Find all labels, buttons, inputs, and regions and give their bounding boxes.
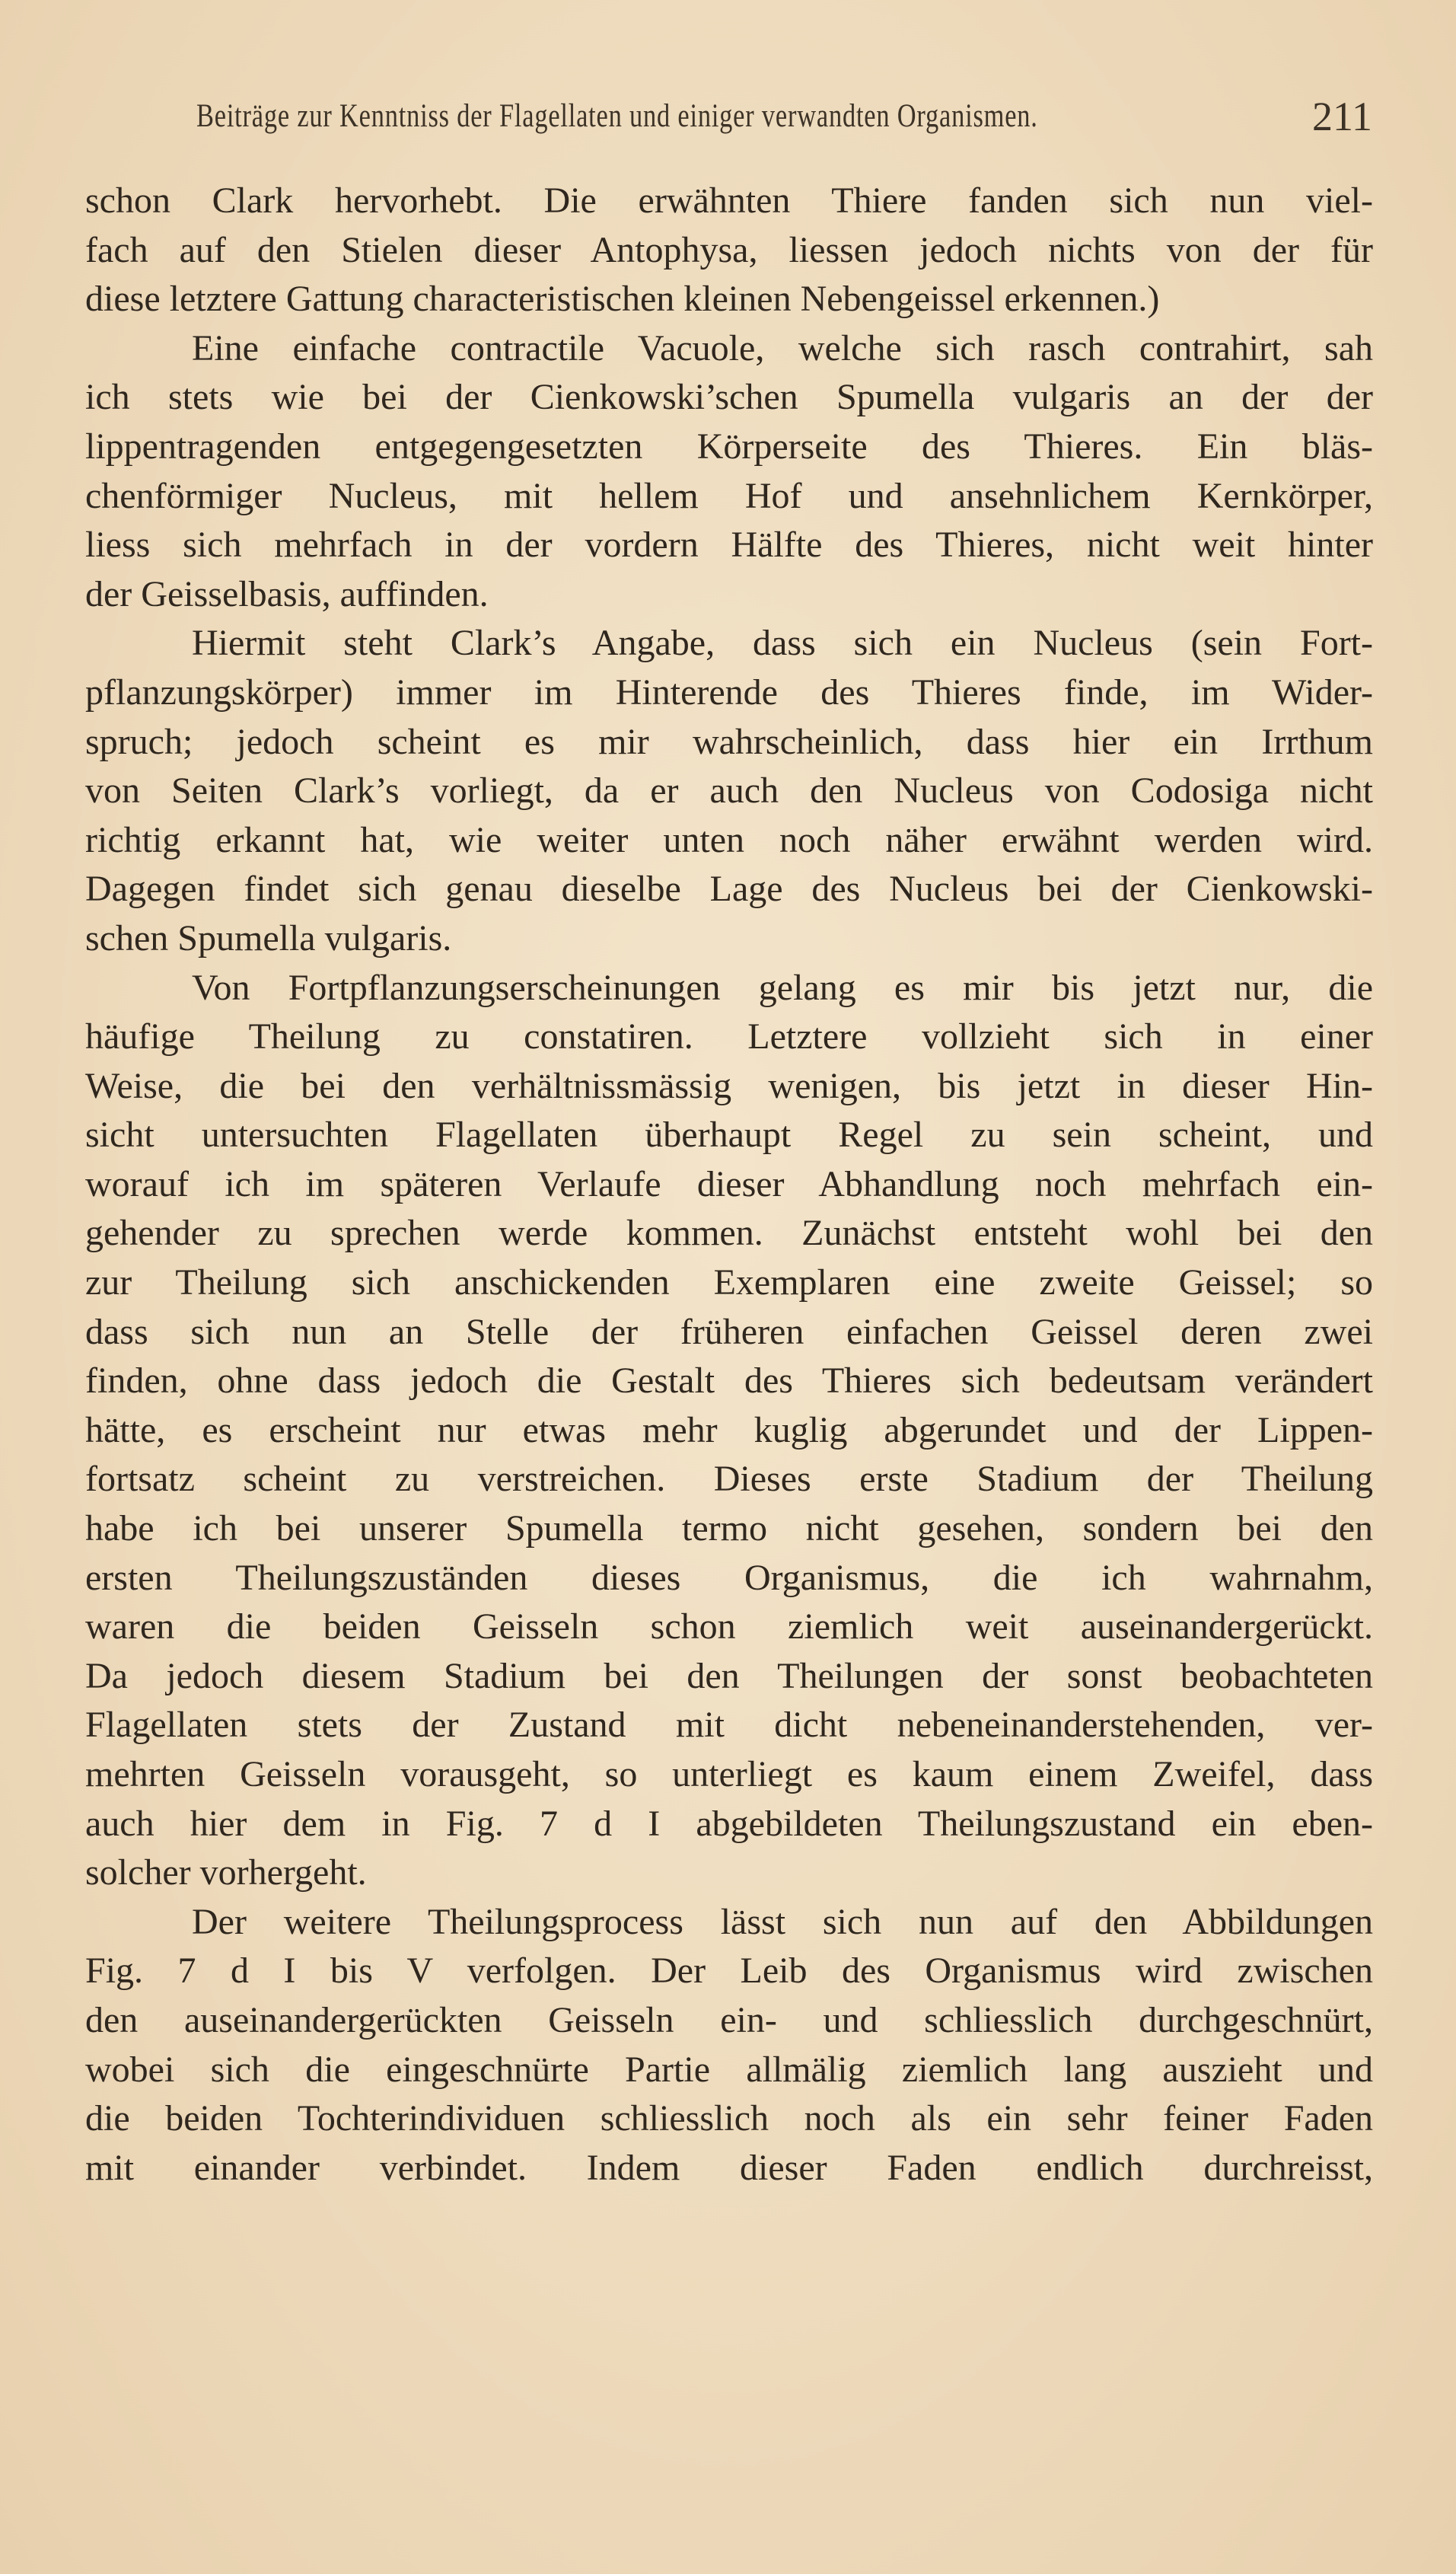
- text-line: diese letztere Gattung characteristischen kleinen Nebengeissel erkennen.): [85, 279, 1160, 320]
- text-line: fortsatz scheint zu verstreichen. Dieses erste Stadium der Theilung: [85, 1459, 1373, 1500]
- text-line: hätte, es erscheint nur etwas mehr kuglig abgerundet und der Lippen-: [85, 1409, 1373, 1450]
- text-line: solcher vorhergeht.: [85, 1852, 367, 1893]
- text-line: mehrten Geisseln vorausgeht, so unterliegt es kaum einem Zweifel, dass: [85, 1754, 1373, 1794]
- text-line: waren die beiden Geisseln schon ziemlich weit auseinandergerückt.: [85, 1606, 1373, 1647]
- text-line: sicht untersuchten Flagellaten überhaupt Regel zu sein scheint, und: [85, 1115, 1373, 1156]
- text-line: häufige Theilung zu constatiren. Letztere vollzieht sich in einer: [85, 1016, 1373, 1057]
- text-line: schen Spumella vulgaris.: [85, 917, 452, 958]
- text-line: lippentragenden entgegengesetzten Körperseite des Thieres. Ein bläs-: [85, 426, 1373, 467]
- page-header: [196, 94, 1372, 151]
- text-line: worauf ich im späteren Verlaufe dieser Abhandlung noch mehrfach ein-: [85, 1163, 1373, 1204]
- text-line: gehender zu sprechen werde kommen. Zunächst entsteht wohl bei den: [85, 1213, 1373, 1254]
- text-line: Dagegen findet sich genau dieselbe Lage des Nucleus bei der Cienkowski-: [85, 869, 1373, 910]
- page-number: 211: [1312, 94, 1372, 139]
- text-line: mit einander verbindet. Indem dieser Faden endlich durchreisst,: [85, 2147, 1373, 2188]
- text-line: Weise, die bei den verhältnissmässig wenigen, bis jetzt in dieser Hin-: [85, 1065, 1373, 1106]
- text-line: ich stets wie bei der Cienkowski’schen Spumella vulgaris an der der: [85, 377, 1373, 418]
- text-line: Flagellaten stets der Zustand mit dicht nebeneinanderstehenden, ver-: [85, 1705, 1373, 1746]
- text-line: ersten Theilungszuständen dieses Organismus, die ich wahrnahm,: [85, 1557, 1373, 1598]
- text-line: wobei sich die eingeschnürte Partie allmälig ziemlich lang auszieht und: [85, 2049, 1373, 2090]
- text-line: der Geisselbasis, auffinden.: [85, 573, 489, 614]
- text-line: finden, ohne dass jedoch die Gestalt des Thieres sich bedeutsam verändert: [85, 1360, 1373, 1402]
- text-line: den auseinandergerückten Geisseln ein- und schliesslich durchgeschnürt,: [85, 1999, 1373, 2040]
- text-line: Da jedoch diesem Stadium bei den Theilungen der sonst beobachteten: [85, 1655, 1373, 1696]
- text-line: von Seiten Clark’s vorliegt, da er auch den Nucleus von Codosiga nicht: [85, 770, 1373, 812]
- body-text: [85, 177, 1373, 2193]
- text-line: schon Clark hervorhebt. Die erwähnten Thiere fanden sich nun viel-: [85, 180, 1373, 221]
- text-line: Hiermit steht Clark’s Angabe, dass sich ein Nucleus (sein Fort-: [192, 623, 1373, 664]
- text-line: Eine einfache contractile Vacuole, welche sich rasch contrahirt, sah: [192, 327, 1373, 368]
- text-line: richtig erkannt hat, wie weiter unten noch näher erwähnt werden wird.: [85, 819, 1373, 860]
- text-line: chenförmiger Nucleus, mit hellem Hof und ansehnlichem Kernkörper,: [85, 475, 1373, 516]
- text-line: pflanzungskörper) immer im Hinterende des Thieres finde, im Wider-: [85, 671, 1373, 713]
- text-line: die beiden Tochterindividuen schliesslich noch als ein sehr feiner Faden: [85, 2098, 1373, 2139]
- text-line: auch hier dem in Fig. 7 d I abgebildeten Theilungszustand ein eben-: [85, 1803, 1373, 1844]
- text-line: fach auf den Stielen dieser Antophysa, liessen jedoch nichts von der für: [85, 229, 1373, 270]
- text-line: Von Fortpflanzungserscheinungen gelang es mir bis jetzt nur, die: [192, 967, 1373, 1008]
- text-line: habe ich bei unserer Spumella termo nicht gesehen, sondern bei den: [85, 1508, 1373, 1549]
- text-line: Fig. 7 d I bis V verfolgen. Der Leib des Organismus wird zwischen: [85, 1950, 1373, 1992]
- text-line: liess sich mehrfach in der vordern Hälfte des Thieres, nicht weit hinter: [85, 525, 1373, 566]
- text-line: Der weitere Theilungsprocess lässt sich nun auf den Abbildungen: [192, 1901, 1373, 1942]
- running-title: Beiträge zur Kenntniss der Flagellaten und einiger verwandten Organismen.: [196, 98, 1038, 134]
- text-line: spruch; jedoch scheint es mir wahrscheinlich, dass hier ein Irrthum: [85, 721, 1373, 762]
- text-line: dass sich nun an Stelle der früheren einfachen Geissel deren zwei: [85, 1311, 1373, 1352]
- text-line: zur Theilung sich anschickenden Exemplaren eine zweite Geissel; so: [85, 1262, 1373, 1303]
